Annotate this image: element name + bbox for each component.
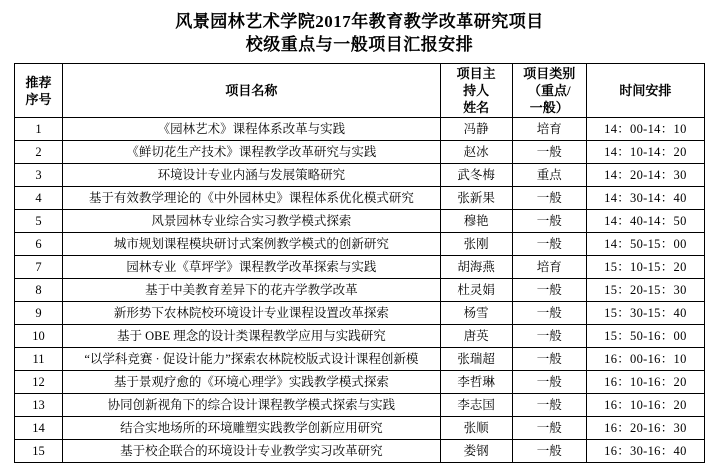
cell-no: 6 bbox=[15, 233, 63, 256]
column-header-host-line1: 项目主 bbox=[456, 66, 496, 81]
cell-time: 14：20-14：30 bbox=[586, 164, 704, 187]
cell-name: 协同创新视角下的综合设计课程教学模式探索与实践 bbox=[63, 394, 441, 417]
page-title-line-1: 风景园林艺术学院2017年教育教学改革研究项目 bbox=[175, 12, 544, 31]
cell-time: 16：20-16：30 bbox=[586, 417, 704, 440]
page-title-line-2: 校级重点与一般项目汇报安排 bbox=[245, 35, 474, 54]
table-row bbox=[15, 210, 705, 233]
page-title bbox=[14, 10, 705, 56]
cell-no: 7 bbox=[15, 256, 63, 279]
cell-no: 15 bbox=[15, 440, 63, 463]
cell-name: 基于景观疗愈的《环境心理学》实践教学模式探索 bbox=[63, 371, 441, 394]
column-header-no bbox=[15, 64, 63, 118]
cell-time: 14：30-14：40 bbox=[586, 187, 704, 210]
cell-no: 3 bbox=[15, 164, 63, 187]
cell-host: 穆艳 bbox=[440, 210, 512, 233]
cell-host: 张瑞超 bbox=[440, 348, 512, 371]
cell-time: 16：10-16：20 bbox=[586, 394, 704, 417]
cell-name: 《鲜切花生产技术》课程教学改革研究与实践 bbox=[63, 141, 441, 164]
cell-time: 14：00-14：10 bbox=[586, 118, 704, 141]
cell-time: 16：30-16：40 bbox=[586, 440, 704, 463]
cell-type: 重点 bbox=[512, 164, 586, 187]
cell-type: 一般 bbox=[512, 279, 586, 302]
cell-type: 一般 bbox=[512, 302, 586, 325]
cell-host: 胡海燕 bbox=[440, 256, 512, 279]
cell-name: 风景园林专业综合实习教学模式探索 bbox=[63, 210, 441, 233]
cell-type: 一般 bbox=[512, 394, 586, 417]
cell-host: 杨雪 bbox=[440, 302, 512, 325]
cell-type: 一般 bbox=[512, 187, 586, 210]
cell-no: 4 bbox=[15, 187, 63, 210]
cell-name: 基于中美教育差异下的花卉学教学改革 bbox=[63, 279, 441, 302]
cell-host: 李哲琳 bbox=[440, 371, 512, 394]
cell-no: 9 bbox=[15, 302, 63, 325]
table-row bbox=[15, 164, 705, 187]
cell-type: 一般 bbox=[512, 210, 586, 233]
cell-no: 14 bbox=[15, 417, 63, 440]
table-row bbox=[15, 394, 705, 417]
cell-host: 赵冰 bbox=[440, 141, 512, 164]
cell-time: 14：50-15：00 bbox=[586, 233, 704, 256]
cell-host: 唐英 bbox=[440, 325, 512, 348]
cell-time: 16：10-16：20 bbox=[586, 371, 704, 394]
cell-host: 张刚 bbox=[440, 233, 512, 256]
column-header-no-line1: 推荐 bbox=[25, 74, 52, 90]
column-header-host bbox=[440, 64, 512, 118]
table-row bbox=[15, 187, 705, 210]
cell-type: 一般 bbox=[512, 141, 586, 164]
cell-type: 一般 bbox=[512, 233, 586, 256]
cell-name: 结合实地场所的环境雕塑实践教学创新应用研究 bbox=[63, 417, 441, 440]
table-row bbox=[15, 371, 705, 394]
column-header-type bbox=[512, 64, 586, 118]
table-row bbox=[15, 440, 705, 463]
column-header-no-line2: 序号 bbox=[25, 91, 52, 107]
cell-type: 一般 bbox=[512, 371, 586, 394]
table-row bbox=[15, 256, 705, 279]
table-row bbox=[15, 417, 705, 440]
cell-type: 一般 bbox=[512, 325, 586, 348]
cell-no: 2 bbox=[15, 141, 63, 164]
table-header-row bbox=[15, 64, 705, 118]
table-row bbox=[15, 325, 705, 348]
cell-time: 14：10-14：20 bbox=[586, 141, 704, 164]
cell-no: 5 bbox=[15, 210, 63, 233]
cell-host: 张顺 bbox=[440, 417, 512, 440]
cell-name: 城市规划课程模块研讨式案例教学模式的创新研究 bbox=[63, 233, 441, 256]
column-header-type-line1: 项目类别 bbox=[523, 66, 576, 81]
table-header bbox=[15, 64, 705, 118]
column-header-time: 时间安排 bbox=[586, 64, 704, 118]
cell-time: 15：50-16：00 bbox=[586, 325, 704, 348]
cell-name: 基于校企联合的环境设计专业教学实习改革研究 bbox=[63, 440, 441, 463]
cell-name: 园林专业《草坪学》课程教学改革探索与实践 bbox=[63, 256, 441, 279]
cell-time: 15：30-15：40 bbox=[586, 302, 704, 325]
column-header-type-line2: （重点/ bbox=[527, 83, 571, 98]
project-report-table bbox=[14, 63, 705, 463]
cell-time: 15：10-15：20 bbox=[586, 256, 704, 279]
table-row bbox=[15, 141, 705, 164]
table-body bbox=[15, 118, 705, 463]
cell-type: 一般 bbox=[512, 348, 586, 371]
cell-host: 张新果 bbox=[440, 187, 512, 210]
cell-name: 环境设计专业内涵与发展策略研究 bbox=[63, 164, 441, 187]
column-header-host-line3: 姓名 bbox=[463, 100, 490, 115]
cell-host: 李志国 bbox=[440, 394, 512, 417]
cell-time: 16：00-16：10 bbox=[586, 348, 704, 371]
table-row bbox=[15, 302, 705, 325]
cell-time: 15：20-15：30 bbox=[586, 279, 704, 302]
cell-type: 一般 bbox=[512, 417, 586, 440]
column-header-name: 项目名称 bbox=[63, 64, 441, 118]
cell-type: 培育 bbox=[512, 256, 586, 279]
cell-name: 基于 OBE 理念的设计类课程教学应用与实践研究 bbox=[63, 325, 441, 348]
cell-no: 1 bbox=[15, 118, 63, 141]
cell-no: 11 bbox=[15, 348, 63, 371]
cell-name: 《园林艺术》课程体系改革与实践 bbox=[63, 118, 441, 141]
cell-no: 8 bbox=[15, 279, 63, 302]
table-row bbox=[15, 118, 705, 141]
cell-name: 基于有效教学理论的《中外园林史》课程体系优化模式研究 bbox=[63, 187, 441, 210]
cell-no: 10 bbox=[15, 325, 63, 348]
cell-host: 冯静 bbox=[440, 118, 512, 141]
cell-no: 12 bbox=[15, 371, 63, 394]
cell-type: 一般 bbox=[512, 440, 586, 463]
cell-time: 14：40-14：50 bbox=[586, 210, 704, 233]
table-row bbox=[15, 233, 705, 256]
column-header-host-line2: 持人 bbox=[463, 83, 490, 98]
column-header-type-line3: 一般） bbox=[529, 100, 569, 115]
table-row bbox=[15, 279, 705, 302]
cell-name: 新形势下农林院校环境设计专业课程设置改革探索 bbox=[63, 302, 441, 325]
cell-host: 武冬梅 bbox=[440, 164, 512, 187]
table-row bbox=[15, 348, 705, 371]
cell-type: 培育 bbox=[512, 118, 586, 141]
cell-name: “以学科竞赛 · 促设计能力”探索农林院校版式设计课程创新模 bbox=[63, 348, 441, 371]
cell-host: 杜灵娟 bbox=[440, 279, 512, 302]
cell-no: 13 bbox=[15, 394, 63, 417]
cell-host: 娄钢 bbox=[440, 440, 512, 463]
